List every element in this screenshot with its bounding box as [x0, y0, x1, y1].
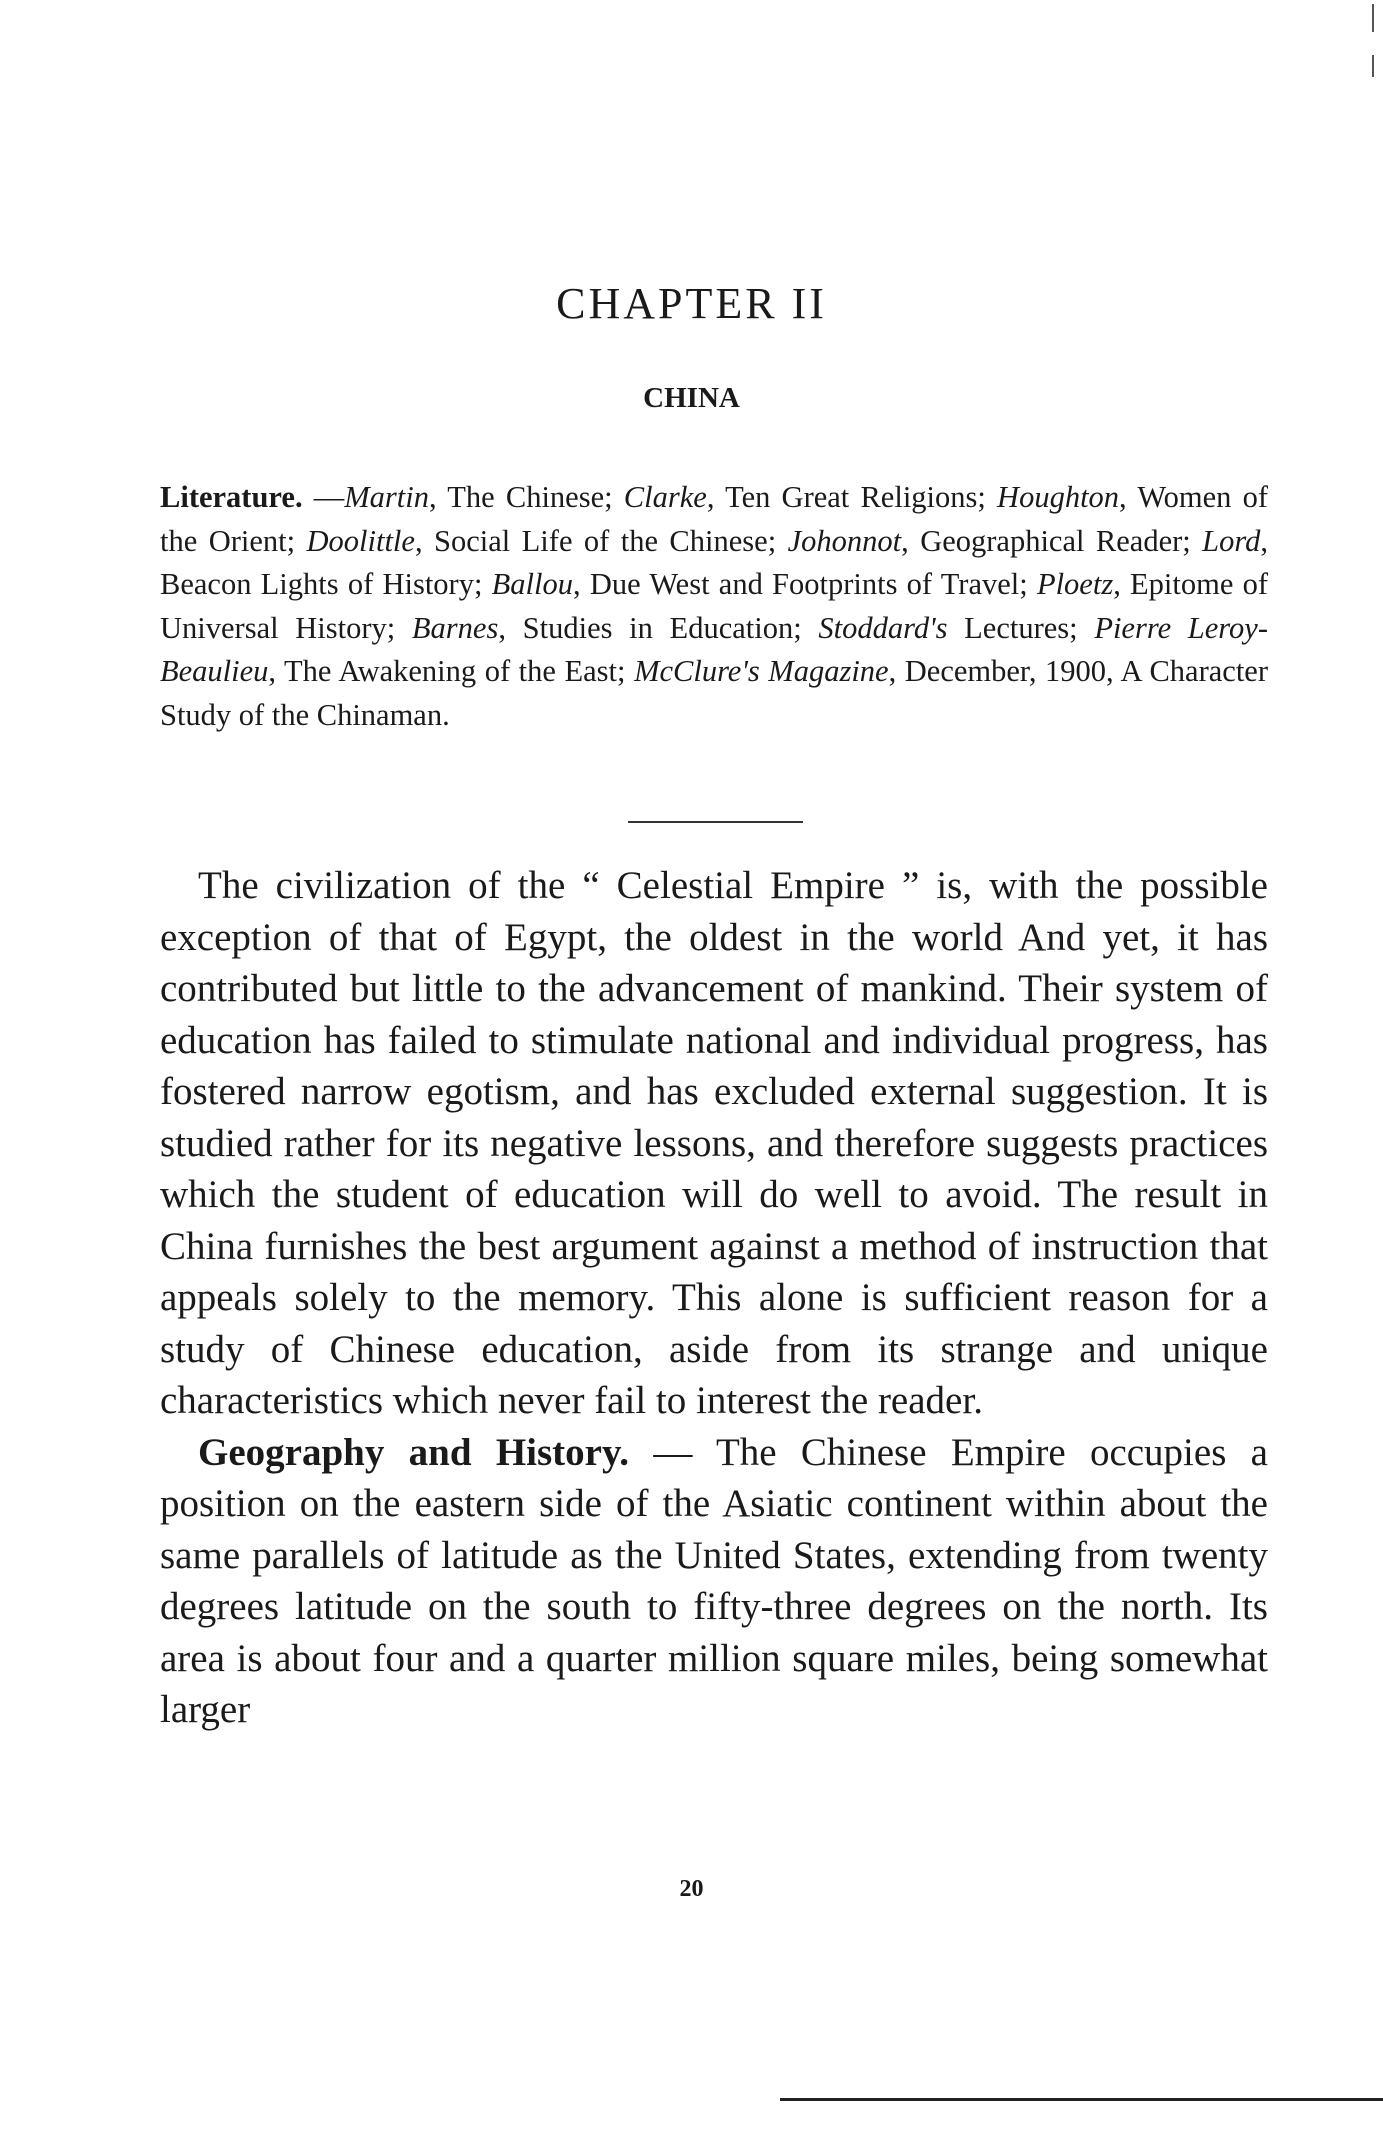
literature-author: Stoddard's	[818, 610, 948, 645]
literature-entries	[160, 480, 1268, 732]
literature-entry: Doolittle, Social Life of the Chinese;	[306, 523, 788, 558]
literature-title: Studies in Education	[522, 610, 794, 645]
literature-author: Johonnot	[787, 523, 902, 558]
literature-title: Social Life of the Chinese	[434, 523, 768, 558]
literature-entry: Johonnot, Geographical Reader;	[787, 523, 1203, 558]
chapter-heading: CHAPTER II	[556, 279, 827, 328]
literature-author: Lord	[1202, 523, 1261, 558]
edge-mark	[1372, 55, 1374, 77]
literature-title: Epitome of Universal History	[160, 567, 1269, 645]
literature-title: The Awakening of the East	[284, 654, 618, 689]
literature-entry: Barnes, Studies in Education;	[411, 610, 819, 645]
body-text	[160, 860, 1268, 1736]
literature-label: Literature.	[160, 480, 303, 514]
section-divider	[628, 821, 803, 823]
chapter-subtitle: CHINA	[643, 382, 740, 414]
literature-references	[160, 476, 1268, 738]
literature-author: Clarke	[623, 480, 707, 514]
geography-history-label: Geography and History.	[198, 1430, 630, 1474]
literature-author: Barnes	[411, 610, 499, 645]
paragraph-geography	[160, 1427, 1268, 1736]
literature-entry: Martin, The Chinese;	[344, 480, 624, 514]
literature-author: Houghton	[997, 480, 1120, 514]
literature-title: December, 1900, A Character Study of the Chinaman	[160, 654, 1268, 732]
literature-author: Ploetz	[1036, 567, 1114, 602]
literature-title: Women of the Orient	[160, 480, 1269, 558]
literature-entry: Pierre Leroy-Beaulieu, The Awakening of the East;	[160, 610, 1268, 689]
literature-entry: Houghton, Women of the Orient;	[160, 480, 1269, 558]
literature-title: Due West and Footprints of Travel	[589, 567, 1020, 602]
literature-author: Martin	[344, 480, 429, 514]
literature-title: Ten Great Religions	[725, 480, 978, 514]
edge-mark	[1372, 4, 1374, 32]
geography-history-text: The Chinese Empire occupies a position on the eastern side of the Asiatic continent within about the same parallels of latitude as the United States, extending from twenty degrees latitude on the south to fifty-three degrees on the north. Its area is about four and a quarter million square miles, being somewhat larger	[160, 1430, 1268, 1731]
literature-title: Beacon Lights of History	[160, 567, 474, 602]
literature-entry: Lord, Beacon Lights of History;	[160, 523, 1268, 602]
literature-author: Ballou	[491, 567, 574, 602]
literature-author: McClure's Magazine	[634, 654, 889, 689]
literature-entry: McClure's Magazine, December, 1900, A Character Study of the Chinaman.	[160, 654, 1268, 732]
literature-entry: Clarke, Ten Great Religions;	[623, 480, 998, 514]
page-number: 20	[679, 1876, 704, 1902]
literature-title: Geographical Reader	[920, 523, 1183, 558]
literature-entry: Ploetz, Epitome of Universal History;	[160, 567, 1269, 645]
paragraph-intro: The civilization of the “ Celestial Empire ” is, with the possible exception of that of Egypt, the oldest in the world And yet, it has contributed but little to the advancement of mankind. Their system of education has failed to stimulate national and individual progress, has fostered narrow egotism, and has excluded external suggestion. It is studied rather for its negative lessons, and therefore suggests practices which the student of education will do well to avoid. The result in China furnishes the best argument against a method of instruction that appeals solely to the memory. This alone is sufficient reason for a study of Chinese education, aside from its strange and unique characteristics which never fail to interest the reader.	[160, 864, 1268, 1422]
geography-history-dash: —	[629, 1430, 716, 1474]
literature-dash: —	[302, 480, 345, 514]
literature-author: Pierre Leroy-Beaulieu	[160, 610, 1268, 689]
literature-entry: Ballou, Due West and Footprints of Travel;	[491, 567, 1037, 602]
literature-title: Lectures	[964, 610, 1070, 645]
bottom-rule	[780, 2098, 1383, 2101]
literature-entry: Stoddard's Lectures;	[818, 610, 1095, 645]
literature-title: The Chinese	[447, 480, 605, 514]
literature-author: Doolittle	[306, 523, 415, 558]
